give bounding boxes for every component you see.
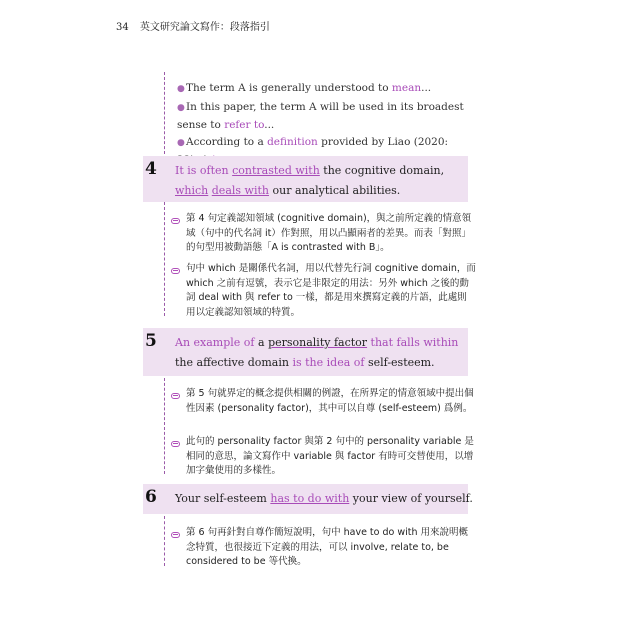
sentence-6-number: 6 bbox=[145, 487, 157, 507]
text-run: that falls within bbox=[370, 336, 459, 349]
text-run: An example of bbox=[175, 336, 255, 349]
text-run: the affective domain bbox=[175, 356, 293, 369]
text-run: your view of yourself. bbox=[349, 492, 473, 505]
text-run: In this paper, the term A will be used in its broadest sense to bbox=[177, 101, 464, 131]
sentence-4-number: 4 bbox=[145, 159, 157, 179]
text-run: a bbox=[254, 336, 269, 349]
text-run: which bbox=[175, 184, 209, 197]
bullet-item-1 bbox=[177, 80, 467, 98]
sentence-4-note-2: 句中 which 是關係代名詞，用以代替先行詞 cognitive domain，而 which 之前有逗號，表示它是非限定的用法：另外 which 之後的動詞 deal with 與 refer to 一樣，都是用來撰寫定義的片語，此處則用以定義認知領域的特質。 bbox=[186, 263, 476, 318]
sentence-5-note-1: 第 5 句就界定的概念提供相關的例證，在所界定的情意領域中提出個性因素 (personality factor)，其中可以自尊 (self-esteem) 爲例。 bbox=[186, 388, 474, 414]
text-run: It is often bbox=[175, 164, 233, 177]
book-title: 英文研究論文寫作：段落指引 bbox=[139, 22, 270, 33]
bullet-dot-icon: ● bbox=[177, 138, 185, 148]
guide-line-top bbox=[164, 72, 165, 154]
text-run: self-esteem. bbox=[364, 356, 435, 369]
note-icon bbox=[171, 441, 180, 447]
guide-line-4 bbox=[164, 202, 165, 316]
bullet-item-2 bbox=[177, 99, 467, 134]
text-run: ... bbox=[264, 119, 275, 131]
text-run: contrasted with bbox=[232, 164, 320, 177]
text-run: has to do with bbox=[270, 492, 350, 505]
bullet-dot-icon: ● bbox=[177, 84, 185, 94]
page-number: 34 bbox=[116, 22, 129, 33]
text-run: refer to bbox=[224, 119, 265, 131]
text-run: the cognitive domain, bbox=[319, 164, 445, 177]
text-run: The term A is generally understood to bbox=[186, 82, 392, 94]
text-run: According to a bbox=[186, 136, 268, 148]
text-run: our analytical abilities. bbox=[268, 184, 401, 197]
page-header bbox=[116, 18, 270, 33]
sentence-5-note-2: 此句的 personality factor 與第 2 句中的 personality variable 是相同的意思，論文寫作中 variable 與 factor 有時可交替使用，以增加字彙使用的多樣性。 bbox=[186, 436, 474, 476]
sentence-6-note-1: 第 6 句再針對自尊作簡短說明，句中 have to do with 用來說明概念特質，也很接近下定義的用法，可以 involve, relate to, be considered to be 等代換。 bbox=[186, 527, 469, 567]
note-icon bbox=[171, 532, 180, 538]
sentence-5-number: 5 bbox=[145, 331, 157, 351]
sentence-4-text bbox=[175, 161, 475, 201]
note-icon bbox=[171, 218, 180, 224]
guide-line-6 bbox=[164, 516, 165, 566]
text-run: deals with bbox=[211, 184, 269, 197]
text-run: ... bbox=[421, 82, 432, 94]
text-run: mean bbox=[391, 82, 422, 94]
text-run: provided by Liao (2020: bbox=[321, 136, 449, 148]
sentence-4-note-1: 第 4 句定義認知領域 (cognitive domain)，與之前所定義的情意領域（句中的代名詞 it）作對照，用以凸顯兩者的差異。而表「對照」的句型用被動語態「A is contrasted with B」。 bbox=[186, 213, 472, 253]
text-run: is the idea of bbox=[292, 356, 365, 369]
note-icon bbox=[171, 393, 180, 399]
text-run: personality factor bbox=[268, 336, 368, 349]
note-icon bbox=[171, 268, 180, 274]
text-run: definition bbox=[267, 136, 318, 148]
bullet-dot-icon: ● bbox=[177, 103, 185, 113]
sentence-5-text bbox=[175, 333, 475, 373]
sentence-6-text bbox=[175, 489, 475, 509]
guide-line-5 bbox=[164, 378, 165, 474]
text-run: Your self-esteem bbox=[175, 492, 271, 505]
